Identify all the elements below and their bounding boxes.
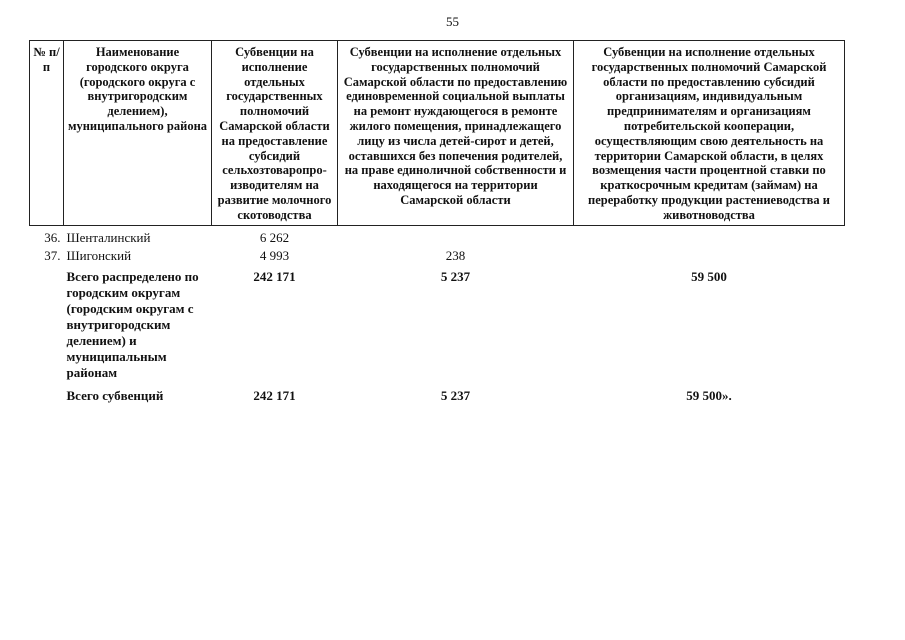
row-number: [30, 265, 64, 382]
total-subventions-col2: 5 237: [440, 387, 471, 403]
row-col3-value: [574, 225, 845, 247]
table-row: [30, 247, 845, 265]
row-col1-value: 6 262: [259, 229, 290, 245]
row-col3-value: [574, 247, 845, 265]
row-col2-value: [338, 225, 574, 247]
row-col1-value: 4 993: [259, 247, 290, 263]
total-distributed-col1: 242 171: [253, 268, 296, 284]
header-col2: Субвенции на исполнение отдельных государственных полномочий Самарской области по предоставлению единовременной социальной выплаты на ремонт нуждающегося в ремонте жилого помещения, принадлежащего лицу из числа детей-сирот и детей, оставшихся без попечения родителей, на праве единоличной собственности и находящегося на территории Самарской области: [338, 41, 574, 226]
total-subventions-col1: 242 171: [253, 387, 296, 403]
total-subventions-row: [30, 382, 845, 405]
page-number: 55: [446, 14, 459, 29]
header-name: Наименование городского округа (городского округа с внутригородским делением), муниципального района: [64, 41, 212, 226]
row-number: 36.: [44, 229, 61, 245]
row-number: 37.: [44, 247, 61, 263]
header-num: № п/п: [30, 41, 64, 226]
row-name: Шигонский: [66, 247, 132, 263]
total-subventions-col3: 59 500».: [686, 387, 732, 403]
total-distributed-label: Всего распределено по городским округам (городским округам с внутригородским делением) и муниципальным районам: [66, 268, 199, 380]
subventions-table: [29, 40, 845, 405]
table-row: [30, 225, 845, 247]
total-subventions-label: Всего субвенций: [66, 387, 164, 403]
row-name: Шенталинский: [66, 229, 151, 245]
header-col3: Субвенции на исполнение отдельных государственных полномочий Самарской области по предоставлению субсидий организациям, индивидуальным предпринимателям и организациям потребительской кооперации, осуществляющим свою деятельность на территории Самарской области, в целях возмещения части процентной ставки по краткосрочным кредитам (займам) на переработку продукции растениеводства и животноводства: [574, 41, 845, 226]
total-distributed-col3: 59 500: [691, 268, 727, 284]
row-number: [30, 382, 64, 405]
total-distributed-col2: 5 237: [440, 268, 471, 284]
row-col2-value: 238: [445, 247, 466, 263]
table-header-row: [30, 41, 845, 226]
total-distributed-row: [30, 265, 845, 382]
header-col1: Субвенции на исполнение отдельных государственных полномочий Самарской области на предоставление субсидий сельхозтоваропро-изводителям на развитие молочного скотоводства: [212, 41, 338, 226]
